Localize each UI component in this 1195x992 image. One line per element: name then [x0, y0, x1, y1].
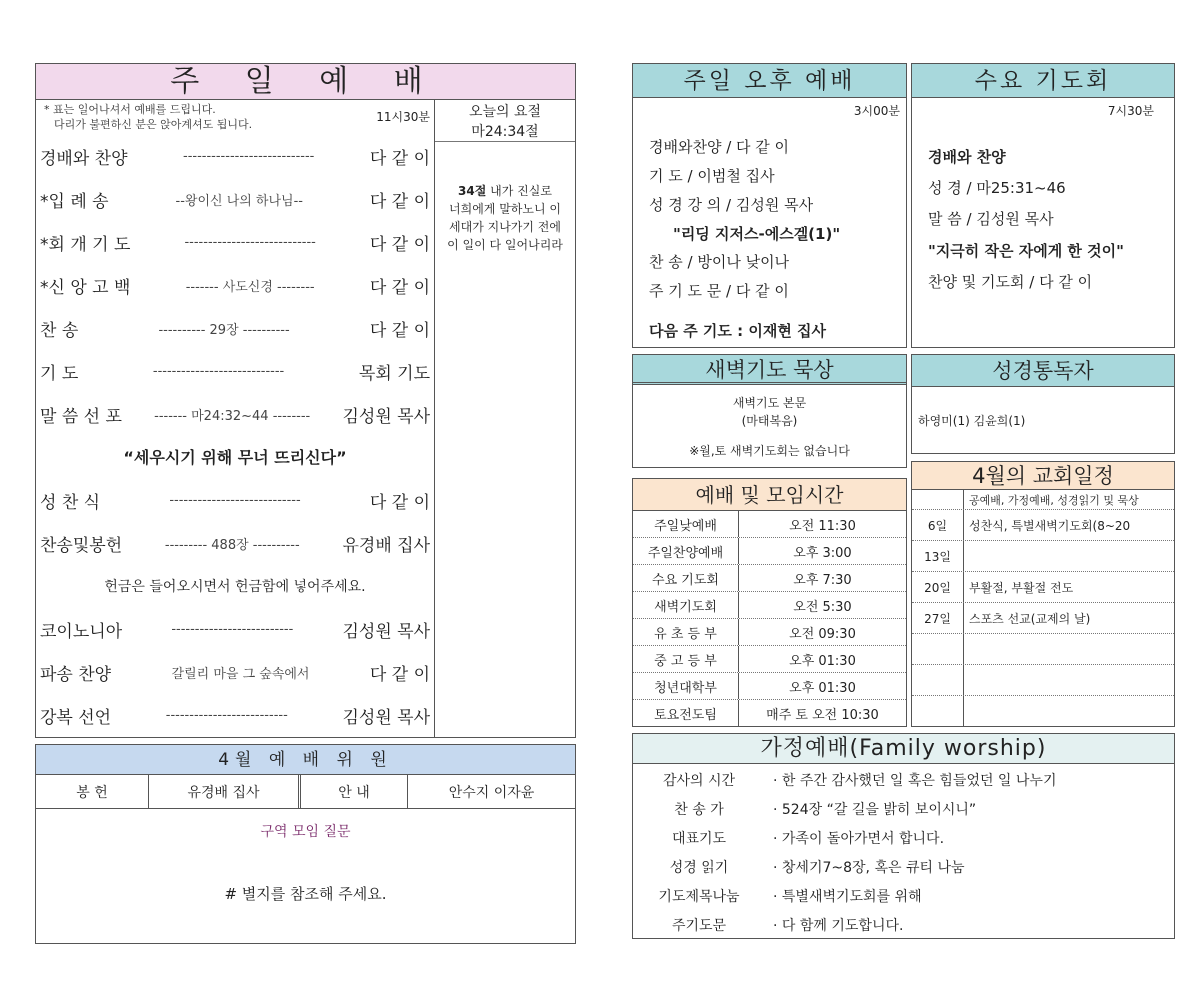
times-title: 예배 및 모임시간	[633, 479, 906, 511]
wednesday-line: 성 경 / 마25:31~46	[928, 179, 1066, 197]
time-row	[633, 511, 906, 538]
order-label: 말 씀 선 포	[40, 406, 122, 427]
meeting-time: 오후 7:30	[793, 572, 852, 588]
meeting-time: 오전 09:30	[789, 626, 856, 642]
order-detail: ------- 마24:32~44 --------	[154, 408, 311, 424]
time-row	[633, 565, 906, 592]
schedule-date	[912, 696, 964, 726]
order-row	[40, 356, 430, 386]
family-item: 성경 읽기	[669, 859, 729, 876]
afternoon-line: 경배와찬양 / 다 같 이	[649, 138, 790, 156]
order-detail: --------------------------	[171, 621, 294, 637]
order-leader: 다 같 이	[369, 492, 430, 513]
order-detail: ----------------------------	[169, 492, 301, 508]
verse-column	[434, 100, 575, 737]
verse-number: 34절	[458, 184, 487, 198]
order-row	[40, 270, 430, 300]
sunday-worship-panel	[35, 63, 576, 738]
order-label: 성 찬 식	[40, 492, 101, 513]
worship-committee-panel	[35, 744, 576, 944]
guide-label: 안 내	[301, 775, 408, 808]
order-label: 찬송및봉헌	[40, 535, 123, 556]
order-label: 코이노니아	[40, 621, 123, 642]
schedule-date: 20일	[912, 572, 964, 602]
verse-line: 내가 진실로	[486, 184, 552, 198]
offering-label: 봉 헌	[36, 775, 149, 808]
afternoon-time: 3시00분	[853, 104, 900, 118]
family-row	[633, 910, 1174, 939]
afternoon-line: 성 경 강 의 / 김성원 목사	[649, 196, 814, 214]
family-item: 주기도문	[671, 917, 727, 934]
schedule-date: 6일	[912, 510, 964, 540]
family-detail: · 524장 “갈 길을 밝히 보이시니”	[773, 801, 977, 818]
order-leader: 다 같 이	[369, 664, 430, 685]
meeting-time: 오전 11:30	[789, 518, 856, 534]
bible-reading-panel	[911, 354, 1175, 454]
family-detail: · 가족이 돌아가면서 합니다.	[773, 830, 945, 847]
district-note: # 별지를 참조해 주세요.	[224, 885, 387, 903]
family-row	[633, 765, 1174, 794]
order-label: 파송 찬양	[40, 664, 112, 685]
meeting-name: 주일낮예배	[633, 511, 739, 537]
offering-note: 헌금은 들어오시면서 헌금함에 넣어주세요.	[104, 579, 366, 595]
order-leader: 김성원 목사	[342, 707, 430, 728]
family-item: 감사의 시간	[662, 772, 736, 789]
family-row	[633, 852, 1174, 881]
family-item: 기도제목나눔	[658, 888, 740, 905]
order-leader: 김성원 목사	[342, 406, 430, 427]
order-row	[40, 528, 430, 558]
time-row	[633, 592, 906, 619]
time-row	[633, 538, 906, 565]
order-detail: 갈릴리 마을 그 숲속에서	[171, 666, 310, 682]
schedule-row	[912, 634, 1174, 665]
meeting-name: 중 고 등 부	[633, 646, 739, 672]
meeting-name: 유 초 등 부	[633, 619, 739, 645]
family-detail: · 한 주간 감사했던 일 혹은 힘들었던 일 나누기	[773, 772, 1057, 789]
verse-body	[435, 182, 575, 254]
dawn-notice: ※월,토 새벽기도회는 없습니다	[689, 444, 850, 458]
wednesday-sermon-title: "지극히 작은 자에게 한 것이"	[928, 242, 1124, 260]
verse-line: 이 일이 다 일어나리라	[447, 238, 563, 252]
afternoon-title: 주일 오후 예배	[633, 64, 906, 98]
order-row	[40, 700, 430, 730]
family-item: 찬 송 가	[674, 801, 724, 818]
order-leader: 목회 기도	[358, 363, 430, 384]
order-label: 경배와 찬양	[40, 148, 128, 169]
order-leader: 다 같 이	[369, 277, 430, 298]
schedule-event: 부활절, 부활절 전도	[969, 580, 1074, 595]
order-label: *신 앙 고 백	[40, 277, 131, 298]
guide-name: 안수지 이자윤	[448, 784, 535, 801]
order-row	[40, 485, 430, 515]
order-leader: 유경배 집사	[342, 535, 430, 556]
verse-line: 너희에게 말하노니 이	[449, 202, 561, 216]
sunday-worship-title: 주 일 예 배	[36, 64, 575, 100]
schedule-row	[912, 541, 1174, 572]
meeting-name: 청년대학부	[633, 673, 739, 699]
schedule-event: 공예배, 가정예배, 성경읽기 및 묵상	[969, 493, 1139, 507]
order-label: *입 례 송	[40, 191, 109, 212]
worship-time: 11시30분	[376, 110, 430, 124]
meeting-times-panel	[632, 478, 907, 727]
meeting-name: 토요전도팀	[633, 700, 739, 727]
dawn-line: 새벽기도 본문	[732, 396, 807, 410]
notice-line: 다리가 불편하신 분은 앉아계셔도 됩니다.	[54, 118, 253, 131]
standing-notice	[44, 102, 252, 132]
schedule-date	[912, 665, 964, 695]
wednesday-prayer-panel	[911, 63, 1175, 348]
order-detail: --------------------------	[165, 707, 288, 723]
order-label: *회 개 기 도	[40, 234, 131, 255]
schedule-event: 스포츠 선교(교제의 날)	[969, 611, 1091, 626]
order-label: 기 도	[40, 363, 79, 384]
bible-reading-title: 성경통독자	[912, 355, 1174, 387]
meeting-name: 주일찬양예배	[633, 538, 739, 564]
dawn-meditation-panel	[632, 354, 907, 468]
meeting-time: 오후 3:00	[793, 545, 852, 561]
schedule-date: 27일	[912, 603, 964, 633]
dawn-body	[633, 394, 906, 430]
family-detail: · 다 함께 기도합니다.	[773, 917, 904, 934]
order-row	[40, 313, 430, 343]
schedule-date	[912, 634, 964, 664]
afternoon-worship-panel	[632, 63, 907, 348]
order-leader: 김성원 목사	[342, 621, 430, 642]
wednesday-line: 경배와 찬양	[928, 148, 1006, 166]
order-row	[40, 399, 430, 429]
order-detail: ---------- 29장 ----------	[158, 322, 290, 338]
wednesday-title: 수요 기도회	[912, 64, 1174, 98]
meeting-name: 새벽기도회	[633, 592, 739, 618]
order-row	[40, 141, 430, 171]
order-label: 찬 송	[40, 320, 79, 341]
order-row	[40, 657, 430, 687]
schedule-row	[912, 572, 1174, 603]
family-row	[633, 881, 1174, 910]
family-row	[633, 794, 1174, 823]
family-detail: · 창세기7~8장, 혹은 큐티 나눔	[773, 859, 965, 876]
family-detail: · 특별새벽기도회를 위해	[773, 888, 922, 905]
committee-row	[36, 775, 575, 809]
family-item: 대표기도	[671, 830, 727, 847]
notice-line: * 표는 일어나셔서 예배를 드립니다.	[44, 103, 216, 116]
order-detail: --왕이신 나의 하나님--	[175, 193, 303, 209]
dawn-line: (마태복음)	[741, 414, 798, 428]
schedule-date: 13일	[912, 541, 964, 571]
schedule-row	[912, 510, 1174, 541]
district-title: 구역 모임 질문	[260, 824, 351, 840]
order-detail: --------- 488장 ----------	[164, 537, 300, 553]
order-leader: 다 같 이	[369, 234, 430, 255]
afternoon-line: 찬 송 / 방이나 낮이나	[649, 253, 790, 271]
schedule-row	[912, 603, 1174, 634]
order-leader: 다 같 이	[369, 191, 430, 212]
schedule-row	[912, 696, 1174, 726]
time-row	[633, 673, 906, 700]
church-schedule-panel	[911, 461, 1175, 727]
time-row	[633, 646, 906, 673]
order-row	[40, 614, 430, 644]
wednesday-line: 말 씀 / 김성원 목사	[928, 210, 1054, 228]
order-row	[40, 184, 430, 214]
meeting-time: 오후 01:30	[789, 653, 856, 669]
order-detail: ----------------------------	[184, 234, 316, 250]
verse-header	[435, 100, 575, 142]
verse-ref: 마24:34절	[471, 124, 539, 140]
committee-title: 4월 예 배 위 원	[36, 745, 575, 775]
schedule-event: 성찬식, 특별새벽기도회(8~20	[969, 518, 1131, 533]
order-leader: 다 같 이	[369, 148, 430, 169]
meeting-time: 오후 01:30	[789, 680, 856, 696]
schedule-date	[912, 490, 964, 509]
order-row	[40, 227, 430, 257]
verse-title: 오늘의 요절	[468, 104, 542, 120]
schedule-row	[912, 490, 1174, 510]
family-row	[633, 823, 1174, 852]
time-row	[633, 700, 906, 727]
afternoon-line: 기 도 / 이범철 집사	[649, 167, 775, 185]
order-leader: 다 같 이	[369, 320, 430, 341]
family-worship-panel	[632, 733, 1175, 939]
afternoon-line: 주 기 도 문 / 다 같 이	[649, 282, 789, 300]
order-label: 강복 선언	[40, 707, 112, 728]
meeting-time: 오전 5:30	[793, 599, 852, 615]
wednesday-time: 7시30분	[1107, 104, 1154, 118]
afternoon-lecture-title: "리딩 지저스-에스겔(1)"	[673, 225, 841, 243]
worship-order	[36, 100, 434, 737]
sermon-title: “세우시기 위해 무너 뜨리신다”	[123, 448, 347, 467]
order-detail: ------- 사도신경 --------	[185, 279, 315, 295]
order-detail: ----------------------------	[183, 148, 315, 164]
meeting-time: 매주 토 오전 10:30	[766, 708, 879, 723]
next-prayer: 다음 주 기도 : 이재현 집사	[649, 322, 827, 340]
dawn-title: 새벽기도 묵상	[633, 355, 906, 385]
wednesday-line: 찬양 및 기도회 / 다 같 이	[928, 273, 1093, 291]
family-worship-title: 가정예배(Family worship)	[633, 734, 1174, 764]
time-row	[633, 619, 906, 646]
offering-name: 유경배 집사	[149, 775, 301, 808]
schedule-title: 4월의 교회일정	[912, 462, 1174, 490]
verse-line: 세대가 지나가기 전에	[449, 220, 561, 234]
meeting-name: 수요 기도회	[633, 565, 739, 591]
order-detail: ----------------------------	[152, 363, 285, 379]
schedule-row	[912, 665, 1174, 696]
bible-readers: 하영미(1) 김윤희(1)	[918, 414, 1026, 428]
